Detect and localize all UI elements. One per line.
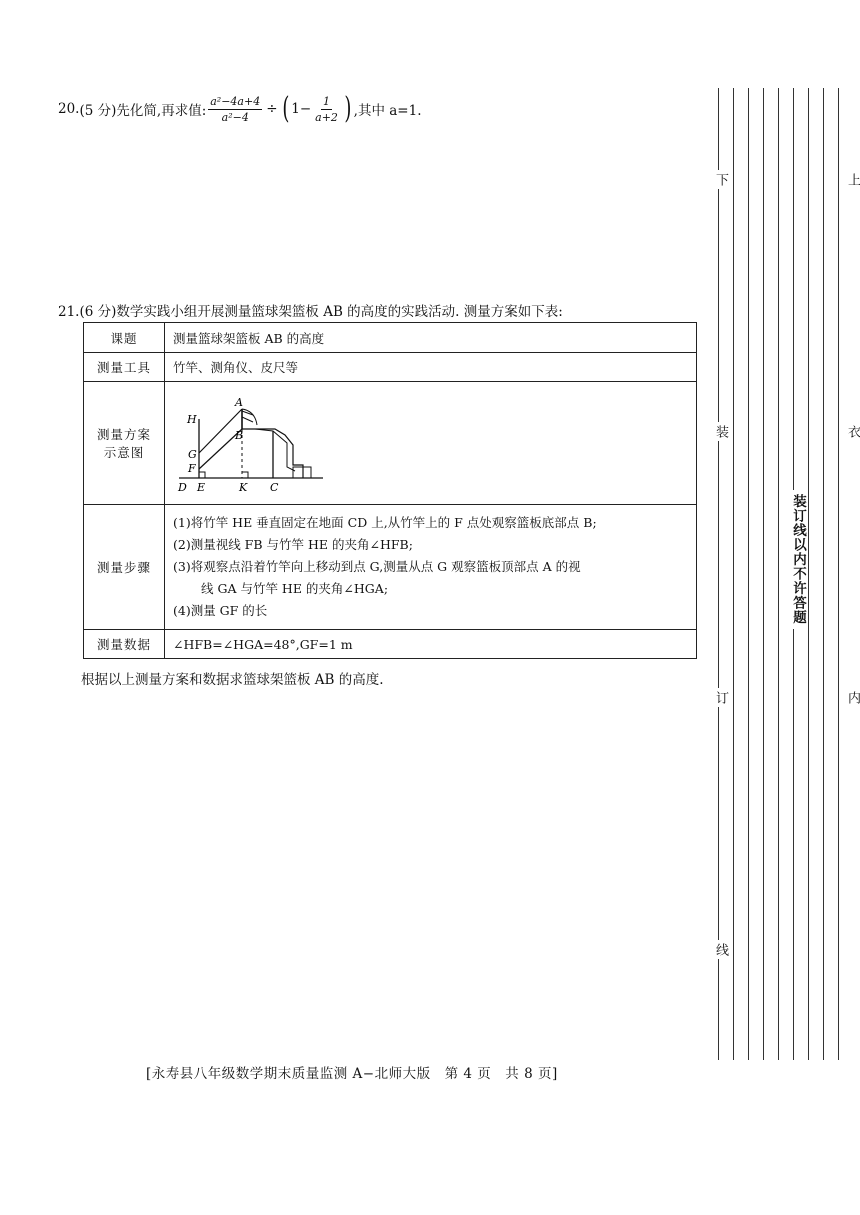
question-20: [58, 91, 422, 126]
step-4: (4)测量 GF 的长: [173, 603, 268, 618]
label-D: D: [178, 481, 187, 494]
data-value: ∠HFB=∠HGA=48°,GF=1 m: [165, 630, 697, 659]
binding-line-3: [748, 88, 749, 1060]
topic-value: 测量篮球架篮板 AB 的高度: [165, 323, 697, 353]
step-3-continued: 线 GA 与竹竿 HE 的夹角∠HGA;: [201, 581, 389, 596]
label-G: G: [188, 448, 197, 461]
binding-line-1: [718, 88, 719, 1060]
binding-char-shang: 上: [843, 170, 860, 189]
q20-divide-sign: ÷: [266, 101, 278, 117]
stand-brace: [255, 429, 295, 471]
tools-label: 测量工具: [84, 353, 165, 382]
question-21-intro: [58, 300, 563, 320]
q20-frac2-numerator: 1: [323, 94, 331, 108]
q20-points: (5 分): [79, 103, 117, 119]
label-H: H: [187, 413, 197, 426]
right-angle-K: [242, 472, 248, 478]
steps-list: [173, 512, 688, 622]
binding-char-zhuang: 装: [711, 422, 730, 441]
measurement-diagram: [175, 387, 325, 499]
data-label: 测量数据: [84, 630, 165, 659]
binding-line-8: [823, 88, 824, 1060]
binding-line-4: [763, 88, 764, 1060]
page-footer: [永寿县八年级数学期末质量监测 A−北师大版 第 4 页 共 8 页]: [146, 1066, 558, 1082]
binding-note: 装订线以内不许答题: [788, 490, 808, 629]
step-1: (1)将竹竿 HE 垂直固定在地面 CD 上,从竹竿上的 F 点处观察篮板底部点 B;: [173, 515, 597, 530]
q21-intro-text: 数学实践小组开展测量篮球架篮板 AB 的高度的实践活动. 测量方案如下表:: [116, 304, 563, 320]
q20-fraction-2: [313, 95, 340, 124]
q20-frac1-denominator: a²−4: [221, 110, 249, 124]
diagram-label-line1: 测量方案: [96, 427, 151, 442]
binding-line-2: [733, 88, 734, 1060]
label-A: A: [235, 396, 243, 409]
binding-char-nei: 内: [843, 688, 860, 707]
label-K: K: [239, 481, 248, 494]
q20-frac2-denominator: a+2: [315, 110, 338, 124]
q20-text: 先化简,再求值:: [116, 103, 207, 119]
step-3: (3)将观察点沿着竹竿向上移动到点 G,测量从点 G 观察篮板顶部点 A 的视: [173, 559, 581, 574]
table-row-data: [84, 630, 697, 659]
question-21-ask: 根据以上测量方案和数据求篮球架篮板 AB 的高度.: [81, 672, 384, 688]
topic-label: 课题: [84, 323, 165, 353]
q20-right-paren: ): [344, 91, 352, 126]
binding-line-9: [838, 88, 839, 1060]
table-row-steps: [84, 505, 697, 630]
right-angle-E: [199, 472, 205, 478]
table-row-topic: [84, 323, 697, 353]
steps-label: 测量步骤: [84, 505, 165, 630]
binding-char-xian: 线: [711, 940, 730, 959]
label-E: E: [197, 481, 206, 494]
diagram-label-line2: 示意图: [103, 445, 145, 460]
label-F: F: [188, 462, 196, 475]
stand-base: [293, 467, 311, 478]
binding-char-ding: 订: [711, 688, 730, 707]
q21-number: 21.: [58, 304, 80, 320]
q20-left-paren: (: [281, 91, 289, 126]
q20-frac1-numerator: a²−4a+4: [210, 94, 261, 108]
measurement-plan-table: [83, 322, 697, 659]
binding-line-5: [778, 88, 779, 1060]
binding-char-xia: 下: [711, 170, 730, 189]
diagram-label: [84, 382, 165, 505]
label-B: B: [235, 429, 244, 442]
q20-fraction-1: [208, 95, 262, 124]
binding-char-yi: 衣: [843, 422, 860, 441]
q20-suffix: ,其中 a=1.: [353, 103, 422, 119]
step-2: (2)测量视线 FB 与竹竿 HE 的夹角∠HFB;: [173, 537, 413, 552]
q20-one-minus: 1−: [291, 101, 312, 117]
steps-cell: [165, 505, 697, 630]
tools-value: 竹竿、测角仪、皮尺等: [165, 353, 697, 382]
label-C: C: [270, 481, 279, 494]
q21-points: (6 分): [79, 304, 117, 320]
q20-number: 20.: [58, 101, 80, 117]
diagram-cell: [165, 382, 697, 505]
table-row-diagram: [84, 382, 697, 505]
hoop-net: [242, 417, 253, 422]
table-row-tools: [84, 353, 697, 382]
binding-line-7: [808, 88, 809, 1060]
